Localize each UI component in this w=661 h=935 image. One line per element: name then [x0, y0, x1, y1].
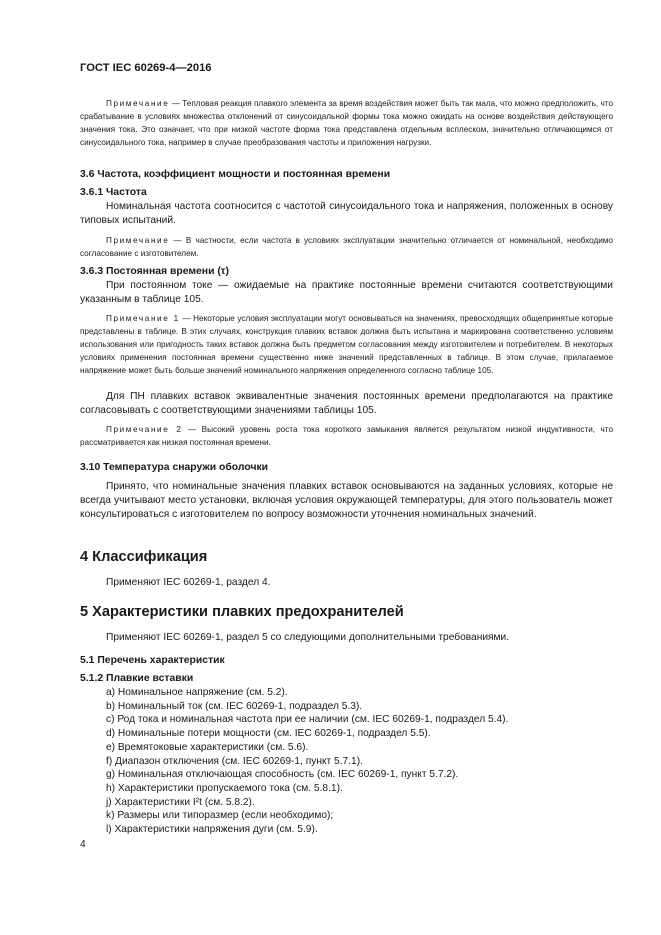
body-paragraph: Применяют IEC 60269-1, раздел 4. — [106, 577, 271, 588]
list-item: b) Номинальный ток (см. IEC 60269-1, подраздел 5.3). — [106, 700, 363, 712]
note-text: — В частности, если частота в условиях эксплуатации значительно отличается от номинальной, необходимо согласование с изготовителем. — [80, 236, 613, 259]
subsection-heading: 5.1.2 Плавкие вставки — [80, 673, 194, 684]
chapter-heading: 4 Классификация — [80, 549, 208, 565]
list-item: e) Времятоковые характеристики (см. 5.6). — [106, 741, 309, 753]
subsection-heading: 3.10 Температура снаружи оболочки — [80, 462, 269, 473]
subsection-heading: 3.6.1 Частота — [80, 187, 147, 198]
body-paragraph: При постоянном токе — ожидаемые на практике постоянные времени считаются соответствующими указанным в таблице 105. — [80, 280, 613, 305]
note-label: Примечание — [106, 236, 170, 245]
note-label: Примечание — [106, 99, 170, 108]
list-item: g) Номинальная отключающая способность (см. IEC 60269-1, пункт 5.7.2). — [106, 769, 459, 781]
list-item: j) Характеристики I²t (см. 5.8.2). — [106, 796, 255, 808]
body-paragraph: Для ПН плавких вставок эквивалентные значения постоянных времени предполагаются на практике согласовывать с соответствующими значениями таблицы 105. — [80, 391, 613, 416]
note-text: — Тепловая реакция плавкого элемента за время воздействия может быть так мала, что можно предположить, что срабатывание в условиях множества отклонений от синусоидальной формы тока можно ожидать на основе воздействия действующего значения тока. Это означает, что при низкой частоте форма тока представлена отдельным всплеском, значительно отличающимся от синусоидального тока, например в случае преобразования частоты и приложения нагрузки. — [80, 99, 613, 148]
section-heading: 3.6 Частота, коэффициент мощности и постоянная времени — [80, 169, 391, 180]
list-item: l) Характеристики напряжения дуги (см. 5.9). — [106, 824, 318, 836]
note-text: — Высокий уровень роста тока короткого замыкания является результатом низкой индуктивности, что рассматривается как низкая постоянная времени. — [80, 425, 613, 448]
list-item: d) Номинальные потери мощности (см. IEC 60269-1, подраздел 5.5). — [106, 728, 431, 740]
document-header: ГОСТ IEC 60269-4—2016 — [80, 62, 212, 74]
note-text: — Некоторые условия эксплуатации могут основываться на значениях, превосходящих общепринятые которые представлены в таблице. В этих случаях, конструкция плавких вставок должна быть испытана и маркирована соответственно условиям использования или пригодность таких вставок должна быть предметом согласования между изготовителем и потребителем. В некоторых условиях применения постоянная времени существенно ниже значений представленных в таблице. В этом случае, прилагаемое напряжение может быть больше значений номинального напряжения определенного согласно таблице 105. — [80, 314, 613, 376]
subsection-heading: 3.6.3 Постоянная времени (τ) — [80, 266, 229, 277]
body-paragraph: Принято, что номинальные значения плавких вставок основываются на заданных условиях, которые не всегда учитывают место установки, включая условия окружающей температуры, для этого пользователь может консультироваться с изготовителем по вопросу возможности уточнения номинальных значений. — [80, 481, 613, 520]
body-paragraph: Применяют IEC 60269-1, раздел 5 со следующими дополнительными требованиями. — [106, 632, 510, 643]
characteristics-list — [106, 686, 606, 837]
note-label: Примечание 1 — [106, 314, 180, 323]
note-paragraph — [80, 234, 613, 260]
note-paragraph — [80, 423, 613, 449]
list-item: k) Размеры или типоразмер (если необходимо); — [106, 810, 334, 822]
list-item: h) Характеристики пропускаемого тока (см. 5.8.1). — [106, 782, 343, 794]
body-paragraph: Номинальная частота соотносится с частотой синусоидального тока и напряжения, положенных в основу типовых испытаний. — [80, 201, 613, 226]
note-label: Примечание 2 — [106, 425, 183, 434]
list-item: a) Номинальное напряжение (см. 5.2). — [106, 687, 288, 698]
chapter-heading: 5 Характеристики плавких предохранителей — [80, 604, 404, 620]
list-item: f) Диапазон отключения (см. IEC 60269-1, пункт 5.7.1). — [106, 755, 363, 767]
page-number: 4 — [80, 839, 86, 850]
note-paragraph — [80, 97, 613, 149]
list-item: c) Род тока и номинальная частота при ее наличии (см. IEC 60269-1, подраздел 5.4). — [106, 714, 509, 726]
subsection-heading: 5.1 Перечень характеристик — [80, 655, 225, 666]
note-paragraph — [80, 312, 613, 377]
